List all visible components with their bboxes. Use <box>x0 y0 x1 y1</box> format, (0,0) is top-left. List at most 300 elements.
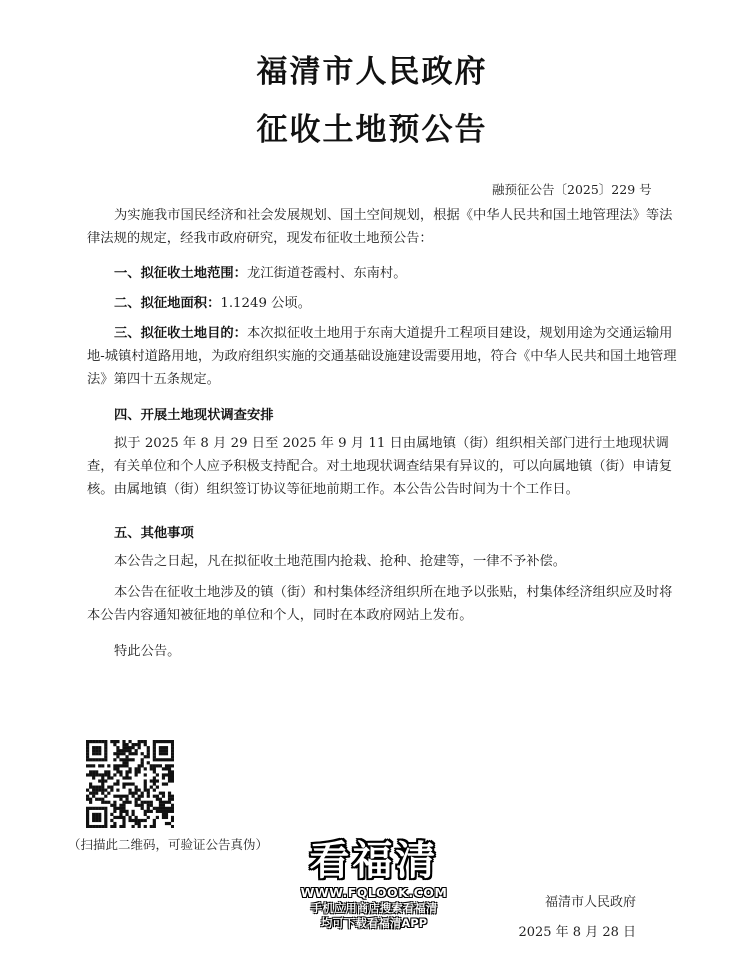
qr-module <box>168 773 171 776</box>
qr-module <box>116 752 119 755</box>
qr-module <box>171 758 174 761</box>
qr-module <box>171 825 174 828</box>
qr-module <box>119 758 122 761</box>
qr-module <box>156 764 159 767</box>
section-3-text: 本次拟征收土地用于东南大道提升工程项目建设，规划用途为交通运输用地-城镇村道路用地，为政府组织实施的交通基础设施建设需要用地，符合《中华人民共和国土地管理法》第四十五条规定。 <box>87 326 677 387</box>
qr-module <box>162 782 165 785</box>
qr-module <box>113 758 116 761</box>
qr-module <box>98 807 101 810</box>
qr-module <box>92 786 95 789</box>
qr-module <box>95 749 98 752</box>
qr-module <box>125 773 128 776</box>
qr-module <box>113 816 116 819</box>
qr-module <box>171 776 174 779</box>
qr-module <box>119 804 122 807</box>
qr-module <box>162 749 165 752</box>
qr-module <box>95 792 98 795</box>
qr-module <box>159 801 162 804</box>
qr-module <box>144 755 147 758</box>
qr-module <box>95 816 98 819</box>
qr-module <box>153 767 156 770</box>
qr-module <box>98 825 101 828</box>
qr-module <box>116 770 119 773</box>
qr-module <box>110 804 113 807</box>
closing-text: 特此公告。 <box>114 644 181 659</box>
qr-module <box>171 743 174 746</box>
qr-module <box>135 819 138 822</box>
qr-module <box>156 779 159 782</box>
qr-module <box>138 764 141 767</box>
qr-module <box>86 755 89 758</box>
qr-module <box>162 776 165 779</box>
qr-module <box>141 792 144 795</box>
qr-module <box>107 792 110 795</box>
qr-module <box>153 822 156 825</box>
qr-module <box>165 773 168 776</box>
qr-module <box>147 801 150 804</box>
qr-module <box>128 758 131 761</box>
qr-module <box>159 752 162 755</box>
qr-module <box>101 801 104 804</box>
qr-module <box>138 740 141 743</box>
qr-module <box>92 825 95 828</box>
qr-module <box>150 764 153 767</box>
qr-module <box>147 789 150 792</box>
qr-module <box>119 773 122 776</box>
qr-module <box>147 749 150 752</box>
qr-module <box>141 758 144 761</box>
qr-module <box>171 795 174 798</box>
qr-module <box>156 798 159 801</box>
qr-module <box>122 746 125 749</box>
qr-module <box>92 813 95 816</box>
qr-module <box>125 782 128 785</box>
qr-module <box>86 816 89 819</box>
qr-module <box>95 786 98 789</box>
qr-module <box>116 782 119 785</box>
qr-module <box>119 807 122 810</box>
qr-module <box>135 816 138 819</box>
qr-module <box>135 773 138 776</box>
section-5-para-1 <box>87 550 681 573</box>
qr-module <box>132 819 135 822</box>
qr-module <box>135 749 138 752</box>
intro-paragraph <box>87 204 681 250</box>
qr-module <box>86 764 89 767</box>
qr-module <box>110 740 113 743</box>
qr-module <box>128 767 131 770</box>
section-5-text-2: 本公告在征收土地涉及的镇（街）和村集体经济组织所在地予以张贴，村集体经济组织应及时将本公告内容通知被征地的单位和个人，同时在本政府网站上发布。 <box>87 585 673 623</box>
qr-module <box>128 776 131 779</box>
qr-module <box>162 752 165 755</box>
qr-module <box>119 816 122 819</box>
qr-module <box>147 761 150 764</box>
qr-module <box>159 810 162 813</box>
qr-module <box>98 798 101 801</box>
qr-module <box>86 773 89 776</box>
qr-module <box>153 749 156 752</box>
qr-module <box>147 752 150 755</box>
qr-module <box>147 795 150 798</box>
qr-module <box>92 740 95 743</box>
qr-module <box>135 792 138 795</box>
qr-module <box>113 767 116 770</box>
page-title-line-2: 征收土地预公告 <box>256 112 488 148</box>
qr-module <box>107 801 110 804</box>
qr-module <box>141 740 144 743</box>
qr-module <box>156 795 159 798</box>
qr-module <box>147 816 150 819</box>
qr-module <box>135 804 138 807</box>
qr-module <box>116 795 119 798</box>
qr-module <box>132 810 135 813</box>
qr-module <box>125 795 128 798</box>
qr-module <box>122 761 125 764</box>
qr-module <box>107 786 110 789</box>
qr-module <box>119 825 122 828</box>
qr-module <box>132 758 135 761</box>
qr-module <box>150 779 153 782</box>
qr-module <box>101 798 104 801</box>
qr-module <box>116 749 119 752</box>
qr-module <box>150 801 153 804</box>
qr-module <box>104 789 107 792</box>
qr-module <box>95 758 98 761</box>
qr-module <box>125 758 128 761</box>
qr-module <box>171 770 174 773</box>
qr-module <box>128 789 131 792</box>
qr-module <box>92 792 95 795</box>
qr-module <box>125 776 128 779</box>
qr-module <box>104 822 107 825</box>
qr-module <box>104 743 107 746</box>
qr-module <box>86 752 89 755</box>
qr-module <box>116 755 119 758</box>
qr-module <box>113 801 116 804</box>
qr-module <box>171 804 174 807</box>
qr-module <box>150 825 153 828</box>
qr-module <box>110 786 113 789</box>
qr-module <box>144 786 147 789</box>
qr-module <box>95 807 98 810</box>
qr-module <box>171 764 174 767</box>
qr-module <box>113 807 116 810</box>
qr-module <box>162 813 165 816</box>
qr-module <box>132 795 135 798</box>
qr-module <box>141 795 144 798</box>
qr-module <box>113 822 116 825</box>
qr-module <box>141 764 144 767</box>
qr-module <box>122 764 125 767</box>
qr-module <box>104 816 107 819</box>
qr-module <box>101 776 104 779</box>
qr-module <box>168 822 171 825</box>
qr-module <box>92 816 95 819</box>
qr-module <box>132 792 135 795</box>
qr-module <box>138 795 141 798</box>
qr-module <box>153 758 156 761</box>
qr-module <box>110 813 113 816</box>
qr-module <box>89 770 92 773</box>
qr-module <box>135 786 138 789</box>
section-4-heading: 四、开展土地现状调查安排 <box>114 408 274 423</box>
qr-module <box>89 786 92 789</box>
qr-module <box>98 819 101 822</box>
watermark-line-2: 均可下载看福清APP <box>320 916 428 930</box>
qr-module <box>101 789 104 792</box>
qr-module <box>101 764 104 767</box>
section-1-text: 龙江街道苍霞村、东南村。 <box>246 266 407 281</box>
qr-module <box>98 779 101 782</box>
qr-module <box>92 807 95 810</box>
qr-module <box>147 746 150 749</box>
qr-module <box>122 801 125 804</box>
qr-module <box>116 740 119 743</box>
qr-module <box>119 813 122 816</box>
qr-module <box>89 758 92 761</box>
qr-module <box>95 746 98 749</box>
qr-module <box>110 776 113 779</box>
qr-module <box>132 782 135 785</box>
qr-module <box>171 773 174 776</box>
qr-module <box>168 767 171 770</box>
qr-module <box>125 813 128 816</box>
qr-module <box>98 740 101 743</box>
qr-module <box>95 825 98 828</box>
qr-module <box>135 767 138 770</box>
qr-module <box>107 776 110 779</box>
qr-module <box>119 770 122 773</box>
qr-module <box>138 767 141 770</box>
qr-module <box>144 779 147 782</box>
qr-module <box>113 752 116 755</box>
watermark-url: WWW.FQLOOK.COM <box>300 885 448 900</box>
watermark-line-1: 手机应用商店搜索看福清 <box>310 901 438 915</box>
qr-module <box>116 789 119 792</box>
qr-module <box>101 825 104 828</box>
qr-module <box>89 773 92 776</box>
qr-module <box>128 819 131 822</box>
qr-module <box>153 789 156 792</box>
section-2-text: 1.1249 公顷。 <box>220 296 312 311</box>
section-5-para-2 <box>87 581 681 627</box>
qr-module <box>138 825 141 828</box>
qr-code-graphic <box>86 740 174 828</box>
qr-module <box>116 746 119 749</box>
qr-module <box>153 795 156 798</box>
qr-module <box>101 786 104 789</box>
qr-module <box>86 758 89 761</box>
qr-module <box>86 740 89 743</box>
qr-module <box>153 740 156 743</box>
qr-module <box>98 813 101 816</box>
intro-text: 为实施我市国民经济和社会发展规划、国土空间规划，根据《中华人民共和国土地管理法》等法律法规的规定，经我市政府研究，现发布征收土地预公告： <box>87 208 673 246</box>
qr-module <box>92 773 95 776</box>
qr-module <box>132 743 135 746</box>
qr-module <box>135 798 138 801</box>
qr-module <box>156 807 159 810</box>
qr-module <box>122 819 125 822</box>
qr-module <box>147 755 150 758</box>
qr-module <box>104 746 107 749</box>
qr-module <box>104 795 107 798</box>
qr-module <box>159 746 162 749</box>
qr-module <box>122 825 125 828</box>
section-3-heading: 三、拟征收土地目的： <box>114 326 247 341</box>
qr-module <box>122 752 125 755</box>
qr-module <box>138 789 141 792</box>
qr-module <box>92 795 95 798</box>
closing-paragraph <box>87 640 681 663</box>
qr-module <box>116 779 119 782</box>
signature-org: 福清市人民政府 <box>544 895 636 910</box>
qr-module <box>135 770 138 773</box>
qr-module <box>89 782 92 785</box>
qr-module <box>165 752 168 755</box>
qr-module <box>104 819 107 822</box>
qr-module <box>104 825 107 828</box>
qr-module <box>168 770 171 773</box>
qr-code[interactable] <box>86 740 174 828</box>
qr-module <box>107 764 110 767</box>
qr-module <box>165 740 168 743</box>
qr-module <box>150 804 153 807</box>
qr-module <box>144 810 147 813</box>
qr-module <box>104 813 107 816</box>
qr-module <box>119 798 122 801</box>
qr-module <box>92 789 95 792</box>
qr-module <box>86 798 89 801</box>
qr-module <box>141 804 144 807</box>
qr-module <box>98 752 101 755</box>
qr-module <box>141 819 144 822</box>
qr-module <box>162 810 165 813</box>
qr-module <box>144 819 147 822</box>
qr-module <box>92 746 95 749</box>
signature-date: 2025 年 8 月 28 日 <box>518 925 636 940</box>
qr-module <box>86 819 89 822</box>
qr-module <box>98 816 101 819</box>
qr-module <box>141 761 144 764</box>
qr-module <box>122 807 125 810</box>
qr-module <box>156 758 159 761</box>
qr-module <box>86 822 89 825</box>
qr-module <box>89 740 92 743</box>
qr-module <box>165 749 168 752</box>
qr-module <box>125 764 128 767</box>
watermark-logo <box>296 838 452 931</box>
section-4-text: 拟于 2025 年 8 月 29 日至 2025 年 9 月 11 日由属地镇（街）组织相关部门进行土地现状调查，有关单位和个人应予积极支持配合。对土地现状调查结果有异议的，可以向属地镇（街）申请复核。由属地镇（街）组织签订协议等征地前期工作。本公告公告时间为十个工作日。 <box>87 436 673 497</box>
qr-module <box>132 813 135 816</box>
qr-module <box>113 782 116 785</box>
qr-module <box>86 813 89 816</box>
qr-module <box>165 767 168 770</box>
qr-module <box>153 746 156 749</box>
qr-module <box>98 746 101 749</box>
qr-module <box>92 749 95 752</box>
qr-module <box>150 786 153 789</box>
section-2-heading: 二、拟征地面积： <box>114 296 221 311</box>
qr-module <box>165 782 168 785</box>
qr-module <box>141 807 144 810</box>
qr-module <box>156 816 159 819</box>
section-5-heading: 五、其他事项 <box>114 526 194 541</box>
qr-module <box>104 752 107 755</box>
qr-module <box>165 810 168 813</box>
qr-module <box>125 746 128 749</box>
qr-module <box>86 746 89 749</box>
qr-module <box>116 816 119 819</box>
qr-module <box>128 782 131 785</box>
qr-module <box>95 789 98 792</box>
qr-module <box>171 810 174 813</box>
qr-module <box>144 767 147 770</box>
qr-module <box>171 798 174 801</box>
qr-module <box>89 764 92 767</box>
qr-module <box>153 779 156 782</box>
qr-module <box>147 804 150 807</box>
qr-module <box>122 749 125 752</box>
qr-module <box>98 749 101 752</box>
qr-module <box>141 752 144 755</box>
qr-module <box>135 789 138 792</box>
qr-module <box>138 798 141 801</box>
qr-module <box>104 810 107 813</box>
qr-module <box>135 801 138 804</box>
qr-module <box>113 810 116 813</box>
qr-module <box>98 764 101 767</box>
qr-module <box>119 749 122 752</box>
qr-module <box>153 776 156 779</box>
qr-module <box>125 749 128 752</box>
qr-module <box>113 743 116 746</box>
qr-module <box>165 764 168 767</box>
qr-module <box>104 740 107 743</box>
qr-module <box>125 755 128 758</box>
qr-module <box>116 807 119 810</box>
section-4 <box>87 404 681 427</box>
qr-module <box>159 804 162 807</box>
qr-module <box>122 776 125 779</box>
qr-module <box>122 816 125 819</box>
qr-module <box>95 770 98 773</box>
qr-module <box>119 764 122 767</box>
qr-module <box>110 825 113 828</box>
qr-module <box>138 743 141 746</box>
qr-module <box>168 807 171 810</box>
qr-module <box>138 746 141 749</box>
qr-module <box>119 810 122 813</box>
qr-module <box>153 825 156 828</box>
qr-module <box>98 789 101 792</box>
qr-module <box>104 758 107 761</box>
qr-module <box>116 767 119 770</box>
qr-module <box>162 746 165 749</box>
qr-module <box>144 825 147 828</box>
qr-module <box>101 792 104 795</box>
qr-module <box>92 819 95 822</box>
qr-module <box>156 773 159 776</box>
qr-module <box>92 770 95 773</box>
qr-module <box>135 752 138 755</box>
section-5 <box>87 522 681 545</box>
qr-module <box>168 810 171 813</box>
qr-module <box>107 770 110 773</box>
qr-module <box>119 795 122 798</box>
qr-module <box>110 789 113 792</box>
qr-module <box>168 758 171 761</box>
qr-module <box>104 773 107 776</box>
